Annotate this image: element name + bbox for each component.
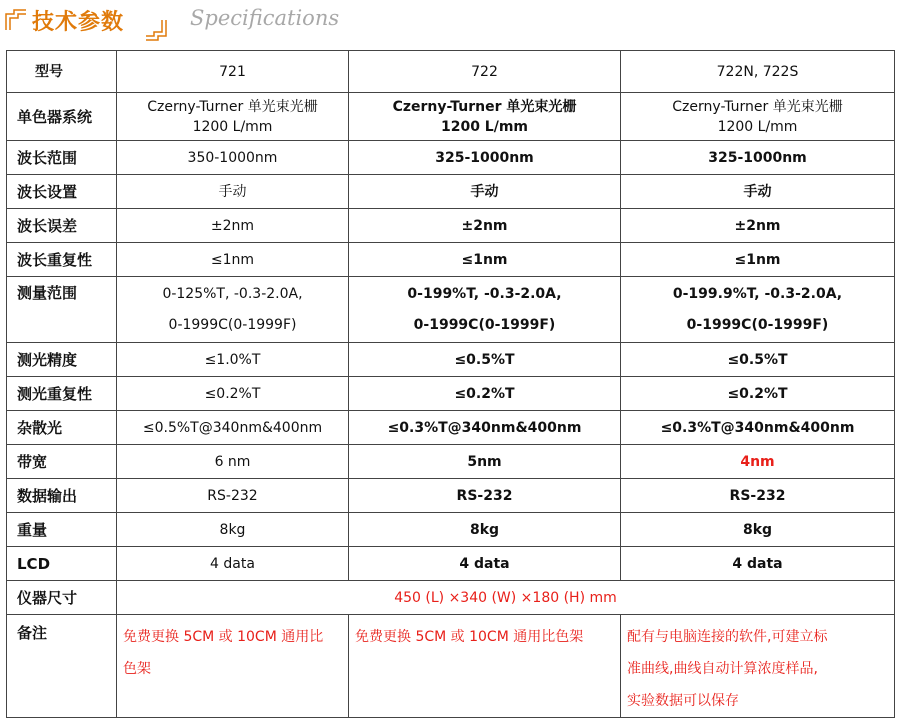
table-row [7,445,895,479]
cell: ±2nm [117,209,349,243]
cell: ≤0.5%T [349,343,621,377]
row-label: 测光精度 [7,343,117,377]
note-cell: 免费更换 5CM 或 10CM 通用比色架 [349,615,621,718]
spec-table [6,50,895,718]
note-cell: 配有与电脑连接的软件,可建立标 准曲线,曲线自动计算浓度样品, 实验数据可以保存 [621,615,895,718]
row-label: 带宽 [7,445,117,479]
table-row [7,581,895,615]
table-row [7,93,895,141]
row-label: 数据输出 [7,479,117,513]
cell: 8kg [621,513,895,547]
cell: ≤1nm [621,243,895,277]
table-row [7,343,895,377]
cell: 0-199.9%T, -0.3-2.0A, 0-1999C(0-1999F) [621,277,895,343]
table-row [7,377,895,411]
table-row [7,615,895,718]
note-cell: 免费更换 5CM 或 10CM 通用比 色架 [117,615,349,718]
header-721: 721 [117,51,349,93]
row-label: 波长重复性 [7,243,117,277]
section-header [0,0,900,44]
section-title-cn: 技术参数 [32,10,125,35]
row-label: 仪器尺寸 [7,581,117,615]
cell: 0-125%T, -0.3-2.0A, 0-1999C(0-1999F) [117,277,349,343]
header-722: 722 [349,51,621,93]
cell: Czerny-Turner 单光束光栅 1200 L/mm [117,93,349,141]
cell: 8kg [117,513,349,547]
cell: 325-1000nm [621,141,895,175]
cell: 325-1000nm [349,141,621,175]
cell: 手动 [117,175,349,209]
dimensions-merged-cell: 450 (L) ×340 (W) ×180 (H) mm [117,581,895,615]
corner-ornament-icon [144,18,168,42]
cell: 4 data [117,547,349,581]
cell: 手动 [349,175,621,209]
table-row [7,479,895,513]
cell: ≤0.3%T@340nm&400nm [621,411,895,445]
cell: ±2nm [349,209,621,243]
cell-highlight: 4nm [621,445,895,479]
cell: 4 data [621,547,895,581]
table-row [7,209,895,243]
row-label: 单色器系统 [7,93,117,141]
cell: ≤0.2%T [117,377,349,411]
cell: ≤0.2%T [349,377,621,411]
cell: 350-1000nm [117,141,349,175]
cell: ≤0.5%T@340nm&400nm [117,411,349,445]
header-722n: 722N, 722S [621,51,895,93]
cell: ≤1.0%T [117,343,349,377]
table-row [7,175,895,209]
table-row [7,513,895,547]
corner-ornament-icon [4,8,28,32]
cell: 8kg [349,513,621,547]
cell: 4 data [349,547,621,581]
section-title-en: Specifications [190,6,340,30]
cell: ±2nm [621,209,895,243]
cell: 5nm [349,445,621,479]
cell: ≤0.3%T@340nm&400nm [349,411,621,445]
row-label: 备注 [7,615,117,718]
cell: ≤0.5%T [621,343,895,377]
row-label: 测光重复性 [7,377,117,411]
table-row [7,277,895,343]
cell: ≤1nm [349,243,621,277]
row-label: 重量 [7,513,117,547]
cell: 0-199%T, -0.3-2.0A, 0-1999C(0-1999F) [349,277,621,343]
header-model: 型号 [7,51,117,93]
cell: Czerny-Turner 单光束光栅 1200 L/mm [621,93,895,141]
cell: 手动 [621,175,895,209]
row-label: 波长范围 [7,141,117,175]
row-label: LCD [7,547,117,581]
table-row [7,141,895,175]
cell: RS-232 [621,479,895,513]
table-row [7,243,895,277]
cell: ≤0.2%T [621,377,895,411]
cell: 6 nm [117,445,349,479]
table-row [7,411,895,445]
cell: Czerny-Turner 单光束光栅 1200 L/mm [349,93,621,141]
cell: RS-232 [117,479,349,513]
row-label: 波长误差 [7,209,117,243]
row-label: 测量范围 [7,277,117,343]
row-label: 杂散光 [7,411,117,445]
cell: RS-232 [349,479,621,513]
table-row [7,547,895,581]
cell: ≤1nm [117,243,349,277]
row-label: 波长设置 [7,175,117,209]
table-header-row [7,51,895,93]
